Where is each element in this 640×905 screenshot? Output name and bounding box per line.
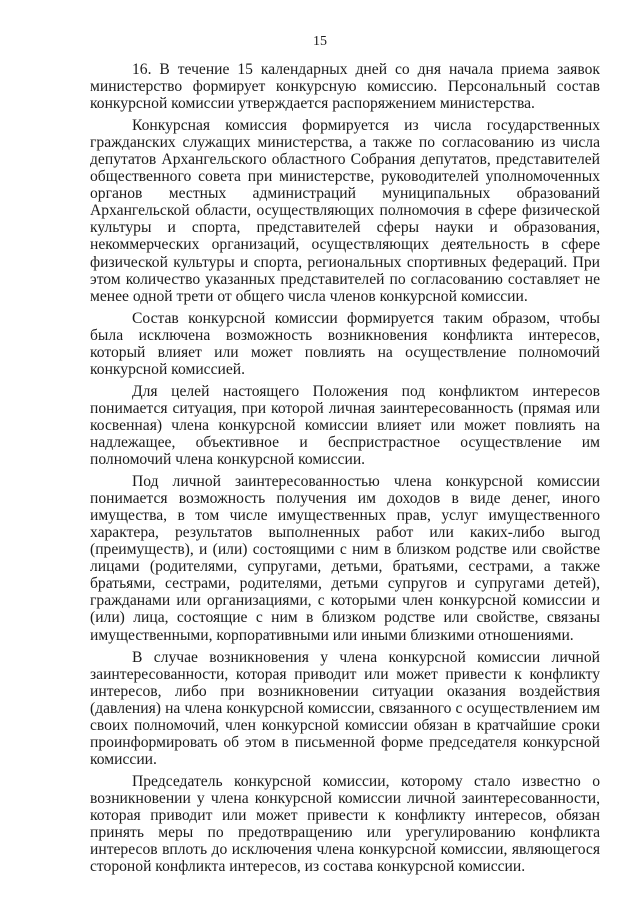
paragraph-notification-duty: В случае возникновения у члена конкурсной комиссии личной заинтересованности, которая приводит или может привести к конфликту интересов, либо при возникновении ситуации оказания воздействия (давления) на члена конкурсной комиссии, связанного с осуществлением им своих полномочий, член конкурсной комиссии обязан в кратчайшие сроки проинформировать об этом в письменной форме председателя конкурсной комиссии. bbox=[90, 648, 600, 768]
page-number: 15 bbox=[313, 34, 327, 49]
paragraph-item-16: 16. В течение 15 календарных дней со дня начала приема заявок министерство формирует конкурсную комиссию. Персональный состав конкурсной комиссии утверждается распоряжением министерства. bbox=[90, 61, 600, 113]
paragraph-personal-interest: Под личной заинтересованностью члена конкурсной комиссии понимается возможность получения им доходов в виде денег, иного имущества, в том числе имущественных прав, услуг имущественного характера, результатов выполненных работ или каких-либо выгод (преимуществ), и (или) состоящими с ним в близком родстве или свойстве лицами (родителями, супругами, детьми, братьями, сестрами, а также братьями, сестрами, родителями, детьми супругов и супругами детей), гражданами или организациями, с которыми член конкурсной комиссии и (или) лица, состоящие с ним в близком родстве или свойстве, связаны имущественными, корпоративными или иными близкими отношениями. bbox=[90, 473, 600, 644]
document-body bbox=[90, 61, 600, 880]
paragraph-conflict-exclusion: Состав конкурсной комиссии формируется таким образом, чтобы была исключена возможность возникновения конфликта интересов, который влияет или может повлиять на осуществление полномочий конкурсной комиссией. bbox=[90, 309, 600, 378]
paragraph-chairman-measures: Председатель конкурсной комиссии, которому стало известно о возникновении у члена конкурсной комиссии личной заинтересованности, которая приводит или может привести к конфликту интересов, обязан принять меры по предотвращению или урегулированию конфликта интересов вплоть до исключения члена конкурсной комиссии, являющегося стороной конфликта интересов, из состава конкурсной комиссии. bbox=[90, 772, 600, 876]
paragraph-conflict-definition: Для целей настоящего Положения под конфликтом интересов понимается ситуация, при которой личная заинтересованность (прямая или косвенная) члена конкурсной комиссии влияет или может повлиять на надлежащее, объективное и беспристрастное осуществление им полномочий члена конкурсной комиссии. bbox=[90, 382, 600, 469]
paragraph-commission-composition: Конкурсная комиссия формируется из числа государственных гражданских служащих министерства, а также по согласованию из числа депутатов Архангельского областного Собрания депутатов, представителей общественного совета при министерстве, руководителей уполномоченных органов местных администраций муниципальных образований Архангельской области, осуществляющих полномочия в сфере физической культуры и спорта, представителей сферы науки и образования, некоммерческих организаций, осуществляющих деятельность в сфере физической культуры и спорта, региональных спортивных федераций. При этом количество указанных представителей по согласованию составляет не менее одной трети от общего числа членов конкурсной комиссии. bbox=[90, 117, 600, 305]
